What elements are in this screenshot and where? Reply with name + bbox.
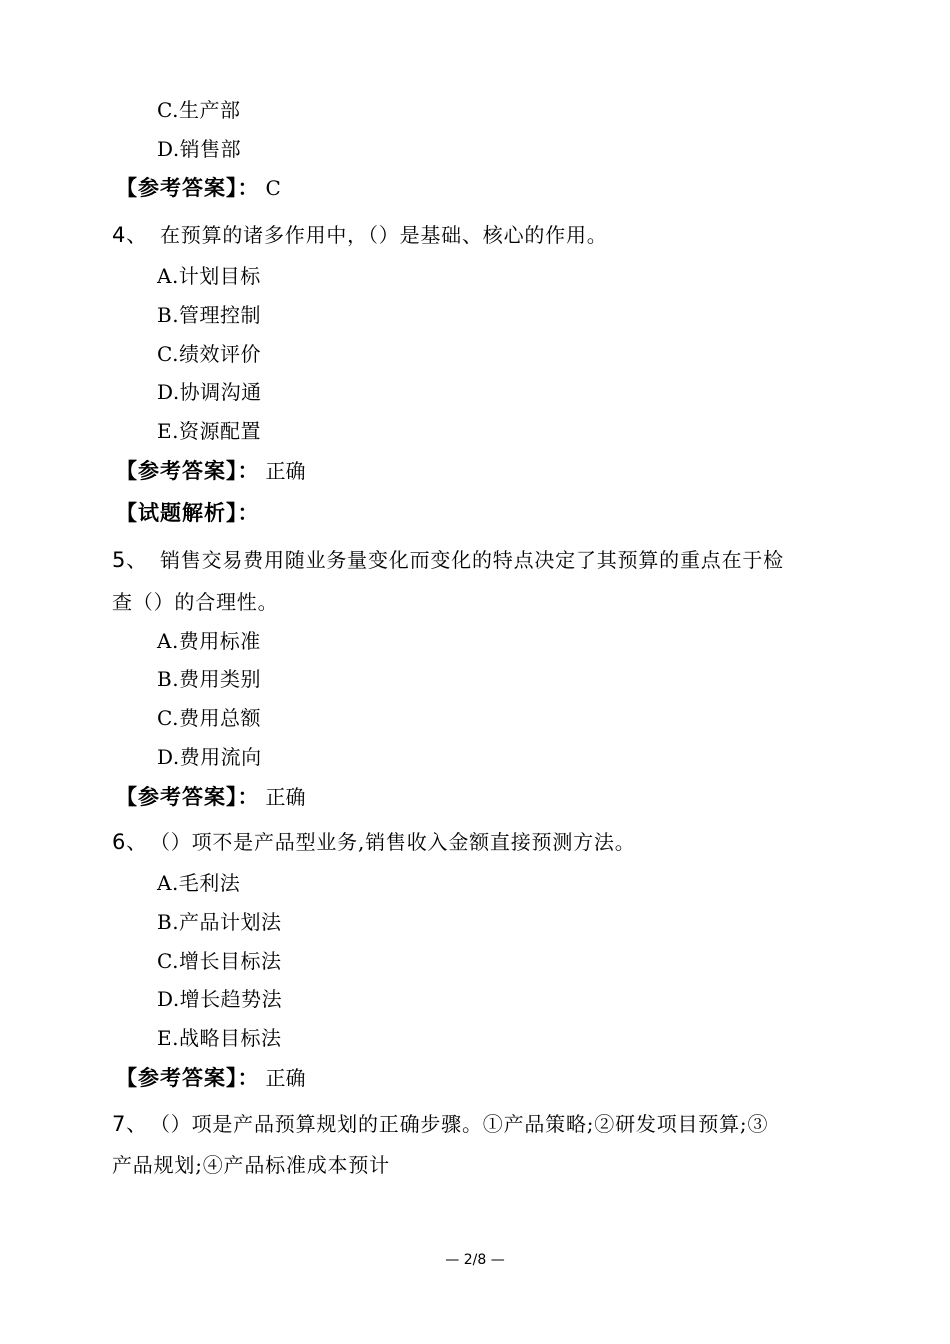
option-b: B.管理控制 — [157, 303, 262, 327]
question-7 — [112, 1110, 768, 1138]
answer-label: 【参考答案】： — [116, 176, 260, 200]
answer-line — [116, 783, 306, 811]
answer-value: 正确 — [265, 1066, 306, 1090]
question-4 — [112, 221, 608, 249]
answer-value: C — [265, 176, 281, 200]
question-number: 7、 — [112, 1112, 148, 1136]
analysis-label: 【试题解析】： — [116, 501, 260, 525]
option-e: E.资源配置 — [157, 419, 261, 443]
answer-label: 【参考答案】： — [116, 1066, 260, 1090]
option-d: D.销售部 — [157, 137, 242, 161]
option-c: C.增长目标法 — [157, 949, 282, 973]
option-b: B.费用类别 — [157, 667, 262, 691]
answer-label: 【参考答案】： — [116, 459, 260, 483]
question-text: （）项是产品预算规划的正确步骤。①产品策略;②研发项目预算;③ — [159, 1112, 769, 1136]
option-e: E.战略目标法 — [157, 1026, 282, 1050]
answer-line — [116, 174, 281, 202]
answer-value: 正确 — [265, 785, 306, 809]
question-6 — [112, 828, 636, 856]
option-a: A.毛利法 — [157, 871, 241, 895]
page-indicator: — 2/8 — — [445, 1252, 505, 1268]
question-text-cont: 产品规划;④产品标准成本预计 — [112, 1153, 390, 1177]
question-text-cont: 查（）的合理性。 — [112, 590, 279, 614]
analysis-line — [116, 499, 260, 527]
option-d: D.协调沟通 — [157, 380, 262, 404]
option-d: D.增长趋势法 — [157, 987, 283, 1011]
answer-line — [116, 457, 306, 485]
question-text: （）项不是产品型业务,销售收入金额直接预测方法。 — [159, 830, 636, 854]
question-number: 6、 — [112, 830, 148, 854]
answer-value: 正确 — [265, 459, 306, 483]
option-c: C.费用总额 — [157, 706, 261, 730]
question-number: 4、 — [112, 223, 148, 247]
answer-line — [116, 1064, 306, 1092]
option-d: D.费用流向 — [157, 745, 262, 769]
answer-label: 【参考答案】： — [116, 785, 260, 809]
option-c: C.生产部 — [157, 98, 241, 122]
option-a: A.费用标准 — [157, 629, 261, 653]
option-c: C.绩效评价 — [157, 342, 261, 366]
option-a: A.计划目标 — [157, 264, 261, 288]
question-5 — [112, 546, 784, 574]
question-text: 销售交易费用随业务量变化而变化的特点决定了其预算的重点在于检 — [159, 548, 784, 572]
question-number: 5、 — [112, 548, 148, 572]
question-text: 在预算的诸多作用中，（）是基础、核心的作用。 — [159, 223, 608, 247]
option-b: B.产品计划法 — [157, 910, 282, 934]
